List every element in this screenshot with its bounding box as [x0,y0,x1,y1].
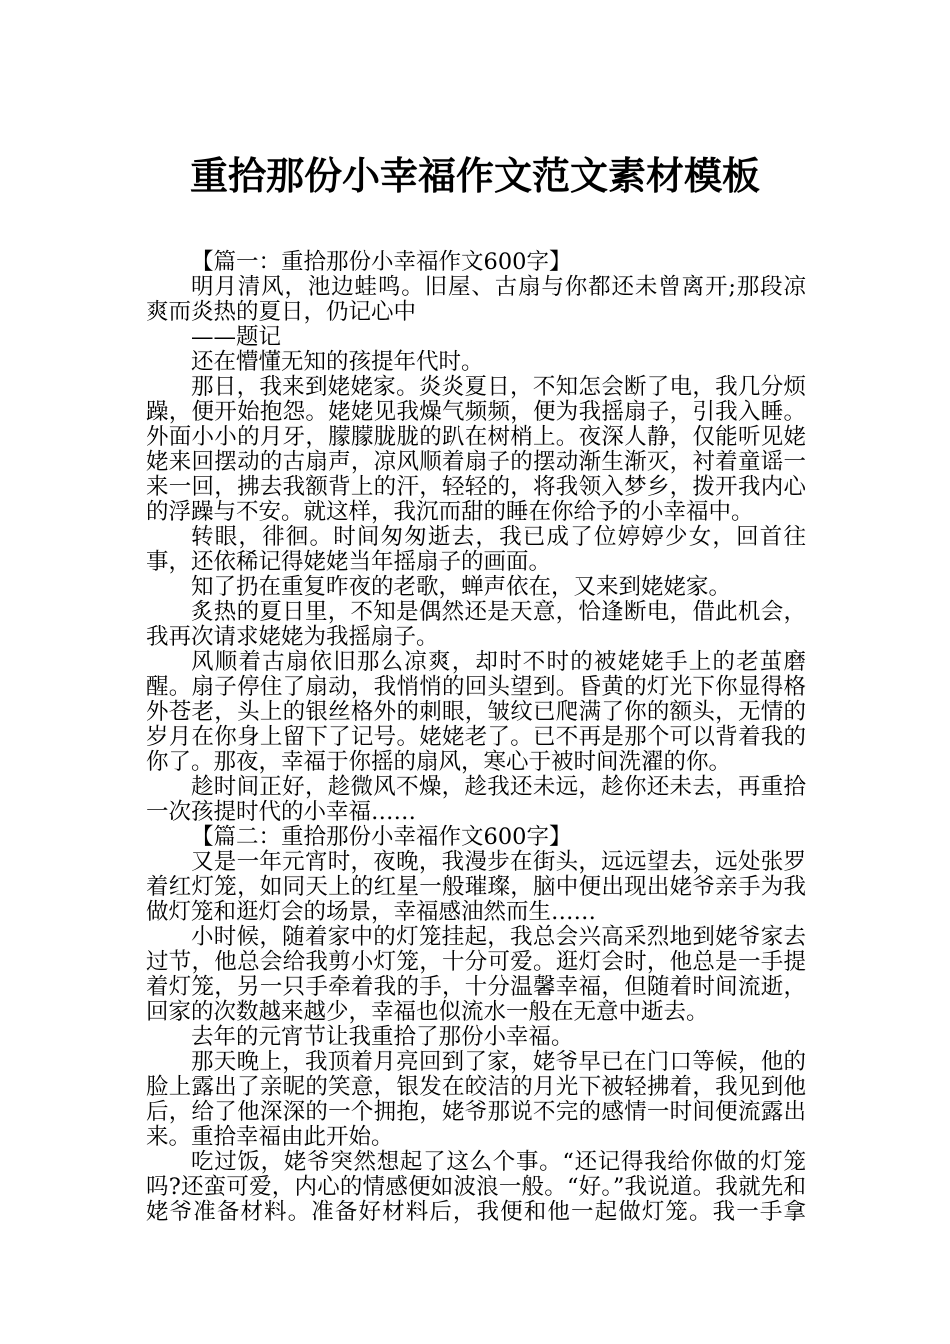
paragraph: 知了扔在重复昨夜的老歌，蝉声依在，又来到姥姥家。 [191,574,732,600]
section-heading: 【篇二：重拾那份小幸福作文600字】 [191,824,572,850]
paragraph: 炙热的夏日里，不知是偶然还是天意，恰逢断电，借此机会，我再次请求姥姥为我摇扇子。 [146,599,806,650]
paragraph: 明月清风，池边蛙鸣。旧屋、古扇与你都还未曾离开;那段凉爽而炎热的夏日，仍记心中 [146,274,806,325]
paragraph: 吃过饭，姥爷突然想起了这么个事。“还记得我给你做的灯笼吗?还蛮可爱，内心的情感便如波浪一般。“好。”我说道。我就先和姥爷准备材料。准备好材料后，我便和他一起做灯笼。我一手拿 [146,1149,806,1225]
document-body [146,250,806,1225]
paragraph: 那天晚上，我顶着月亮回到了家，姥爷早已在门口等候，他的脸上露出了亲昵的笑意，银发在皎洁的月光下被轻拂着，我见到他后，给了他深深的一个拥抱，姥爷那说不完的感情一时间便流露出来。重拾幸福由此开始。 [146,1049,806,1150]
paragraph: 风顺着古扇依旧那么凉爽，却时不时的被姥姥手上的老茧磨醒。扇子停住了扇动，我悄悄的回头望到。昏黄的灯光下你显得格外苍老，头上的银丝格外的刺眼，皱纹已爬满了你的额头，无情的岁月在你身上留下了记号。姥姥老了。已不再是那个可以背着我的你了。那夜，幸福于你摇的扇风，寒心于被时间洗濯的你。 [146,649,806,775]
paragraph: 那日，我来到姥姥家。炎炎夏日，不知怎会断了电，我几分烦躁，便开始抱怨。姥姥见我燥气频频，便为我摇扇子，引我入睡。外面小小的月牙，朦朦胧胧的趴在树梢上。夜深人静，仅能听见姥姥来回摆动的古扇声，凉风顺着扇子的摆动渐生渐灭，衬着童谣一来一回，拂去我额背上的汗，轻轻的，将我领入梦乡，拨开我内心的浮躁与不安。就这样，我沉而甜的睡在你给予的小幸福中。 [146,374,806,525]
section-heading: 【篇一：重拾那份小幸福作文600字】 [191,249,572,275]
paragraph: 趁时间正好，趁微风不燥，趁我还未远，趁你还未去，再重拾一次孩提时代的小幸福…… [146,774,806,825]
document-title: 重拾那份小幸福作文范文素材模板 [189,153,760,199]
paragraph: 去年的元宵节让我重拾了那份小幸福。 [191,1024,574,1050]
paragraph: 还在懵懂无知的孩提年代时。 [191,349,484,375]
epigraph-label: ——题记 [191,324,282,350]
paragraph: 转眼，徘徊。时间匆匆逝去，我已成了位婷婷少女，回首往事，还依稀记得姥姥当年摇扇子的画面。 [146,524,806,575]
paragraph: 又是一年元宵时，夜晚，我漫步在街头，远远望去，远处张罗着红灯笼，如同天上的红星一般璀璨，脑中便出现出姥爷亲手为我做灯笼和逛灯会的场景，幸福感油然而生…… [146,849,806,925]
paragraph: 小时候，随着家中的灯笼挂起，我总会兴高采烈地到姥爷家去过节，他总会给我剪小灯笼，十分可爱。逛灯会时，他总是一手提着灯笼，另一只手牵着我的手，十分温馨幸福，但随着时间流逝，回家的次数越来越少，幸福也似流水一般在无意中逝去。 [146,924,806,1025]
